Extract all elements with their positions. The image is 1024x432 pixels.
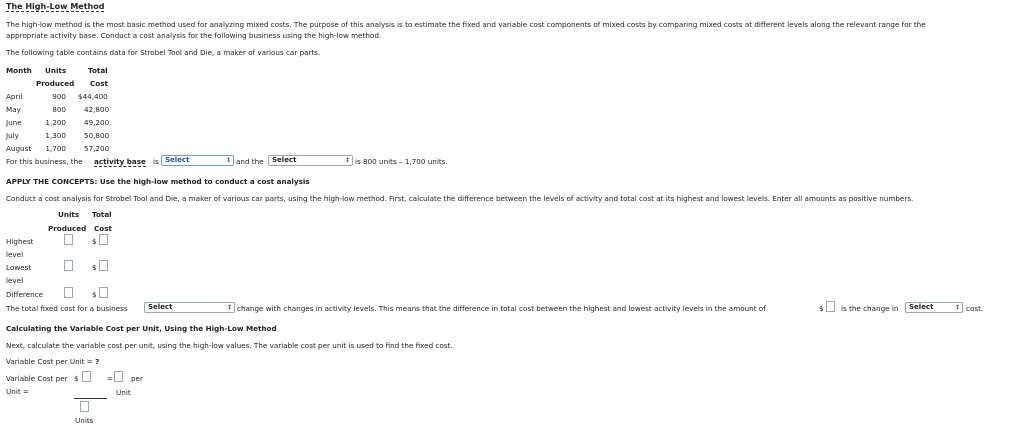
chevron-updown-icon: ↕ (954, 304, 960, 311)
row-cost: 57,200 (84, 144, 110, 153)
relevant-range-select[interactable] (268, 155, 353, 166)
equals-sign: = (107, 374, 114, 383)
row-cost: 50,800 (84, 131, 110, 140)
row-cost: 49,200 (84, 118, 110, 127)
variable-cost-per-unit-input[interactable] (114, 371, 123, 382)
highest-label: Highest (6, 237, 34, 246)
chevron-updown-icon: ↕ (226, 304, 232, 311)
select-value: Select (272, 156, 297, 164)
lowest-cost-input[interactable] (99, 260, 108, 271)
formula-text: Variable Cost per Unit = (6, 357, 93, 366)
calc-header-units: Units (58, 210, 80, 219)
chevron-updown-icon: ↕ (344, 157, 350, 164)
row-month: July (6, 131, 19, 140)
dollar-sign: $ (92, 237, 97, 246)
calc-header-cost: Cost (94, 224, 112, 233)
row-month: August (6, 144, 32, 153)
row-month: April (6, 92, 23, 101)
highest-label-2: level (6, 250, 24, 259)
activity-suffix: is 800 units – 1,700 units. (355, 157, 448, 166)
dollar-sign: $ (92, 290, 97, 299)
calc-header-produced: Produced (48, 224, 87, 233)
difference-amount-input[interactable] (826, 301, 835, 312)
units-label: Units (75, 416, 94, 425)
row-units: 1,700 (45, 144, 66, 153)
concepts-heading: APPLY THE CONCEPTS: Use the high-low method to conduct a cost analysis (6, 177, 310, 186)
select-value: Select (148, 303, 173, 311)
concepts-text: Conduct a cost analysis for Strobel Tool and Die, a maker of various car parts, using the high-low method. First, calculate the difference between the levels of activity and total cost at its highest and lowest levels. Enter all amounts as positive numbers. (6, 194, 914, 203)
highest-units-input[interactable] (64, 234, 73, 245)
fixed-after-input: is the change in (841, 304, 899, 313)
unit-label: Unit (116, 388, 131, 397)
lowest-label: Lowest (6, 263, 32, 272)
fixed-middle: change with changes in activity levels. This means that the difference in total cost between the highest and lowest activity levels in the amount of (237, 304, 766, 313)
row-units: 800 (52, 105, 66, 114)
header-units: Units (45, 66, 67, 75)
fixed-suffix: cost. (966, 304, 984, 313)
row-month: June (6, 118, 22, 127)
activity-base-link[interactable]: activity base (94, 157, 146, 166)
dollar-sign: $ (92, 263, 97, 272)
table-intro: The following table contains data for Strobel Tool and Die, a maker of various car parts. (6, 48, 321, 57)
fraction-bar (74, 398, 107, 399)
lowest-label-2: level (6, 276, 24, 285)
header-produced: Produced (36, 79, 75, 88)
formula-line (6, 357, 99, 366)
difference-units-input[interactable] (64, 287, 73, 298)
page-title: The High-Low Method (6, 2, 105, 11)
activity-prefix: For this business, the (6, 157, 83, 166)
row-cost: 42,800 (84, 105, 110, 114)
variable-text: Next, calculate the variable cost per unit, using the high-low values. The variable cost per unit is used to find the fixed cost. (6, 341, 453, 350)
row-units: 1,300 (45, 131, 66, 140)
intro-text-line-1: The high-low method is the most basic method used for analyzing mixed costs. The purpose of this analysis is to estimate the fixed and variable cost components of mixed costs by comparing mixed costs at different levels along the relevant range for the (6, 20, 926, 29)
difference-label: Difference (6, 290, 44, 299)
header-total: Total (88, 66, 108, 75)
select-value: Select (165, 156, 190, 164)
row-month: May (6, 105, 21, 114)
cost-difference-input[interactable] (82, 371, 91, 382)
select-value: Select (909, 303, 934, 311)
calc-header-total: Total (92, 210, 112, 219)
formula-label-2: Unit = (6, 387, 29, 396)
header-cost: Cost (90, 79, 108, 88)
row-cost: $44,400 (78, 92, 108, 101)
row-units: 1,200 (45, 118, 66, 127)
header-month: Month (6, 66, 32, 75)
lowest-units-input[interactable] (64, 260, 73, 271)
variable-heading: Calculating the Variable Cost per Unit, Using the High-Low Method (6, 324, 277, 333)
units-difference-input[interactable] (80, 401, 89, 412)
dollar-sign: $ (74, 374, 79, 383)
fixed-cost-select[interactable] (144, 302, 235, 313)
activity-is: is (153, 157, 159, 166)
formula-question: ? (95, 357, 100, 366)
fixed-prefix: The total fixed cost for a business (6, 304, 128, 313)
activity-and-the: and the (236, 157, 264, 166)
cost-type-select[interactable] (905, 302, 963, 313)
difference-cost-input[interactable] (99, 287, 108, 298)
activity-base-select[interactable] (161, 155, 234, 166)
chevron-updown-icon: ↕ (225, 157, 231, 164)
dollar-sign: $ (819, 304, 824, 313)
intro-text-line-2: appropriate activity base. Conduct a cost analysis for the following business using the high-low method. (6, 31, 382, 40)
per-label: per (131, 374, 143, 383)
row-units: 900 (52, 92, 66, 101)
formula-label-1: Variable Cost per (6, 374, 68, 383)
highest-cost-input[interactable] (99, 234, 108, 245)
